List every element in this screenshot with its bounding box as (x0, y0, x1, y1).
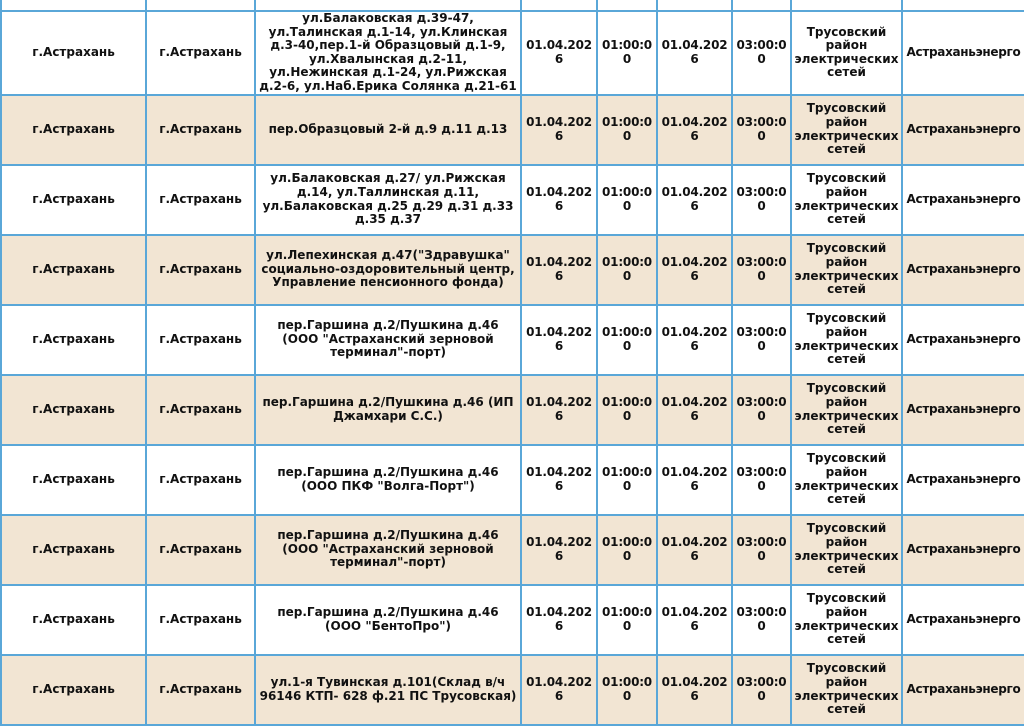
table-cell (521, 0, 597, 11)
table-row (1, 375, 1024, 445)
end-time-cell: 03:00:00 (732, 95, 791, 165)
address-cell: пер.Гаршина д.2/Пушкина д.46 (ООО ПКФ "Волга-Порт") (255, 445, 521, 515)
address-cell: пер.Гаршина д.2/Пушкина д.46 (ООО "БентоПро") (255, 585, 521, 655)
end-time-cell: 03:00:00 (732, 515, 791, 585)
end-date-cell: 01.04.2026 (657, 305, 732, 375)
start-time-cell: 01:00:00 (597, 305, 657, 375)
company-cell: Астраханьэнерго (902, 95, 1024, 165)
end-date-cell: 01.04.2026 (657, 235, 732, 305)
region-cell: г.Астрахань (1, 95, 146, 165)
start-time-cell: 01:00:00 (597, 235, 657, 305)
region-cell: г.Астрахань (1, 165, 146, 235)
locality-cell: г.Астрахань (146, 11, 255, 95)
locality-cell: г.Астрахань (146, 445, 255, 515)
start-date-cell: 01.04.2026 (521, 95, 597, 165)
end-date-cell: 01.04.2026 (657, 445, 732, 515)
end-time-cell: 03:00:00 (732, 11, 791, 95)
table-cell (1, 0, 146, 11)
locality-cell: г.Астрахань (146, 305, 255, 375)
address-cell: ул.Балаковская д.39-47, ул.Талинская д.1-14, ул.Клинская д.3-40,пер.1-й Образцовый д.1-9, ул.Хвалынская д.2-11, ул.Нежинская д.1-24, ул.Рижская д.2-6, ул.Наб.Ерика Солянка д.21-61 (255, 11, 521, 95)
table-body (1, 0, 1024, 726)
start-date-cell: 01.04.2026 (521, 655, 597, 725)
district-cell: Трусовский район электрических сетей (791, 165, 902, 235)
table-cell (657, 0, 732, 11)
start-time-cell: 01:00:00 (597, 515, 657, 585)
table-cell (255, 0, 521, 11)
end-date-cell: 01.04.2026 (657, 11, 732, 95)
table-row (1, 95, 1024, 165)
table-cell (791, 0, 902, 11)
district-cell: Трусовский район электрических сетей (791, 585, 902, 655)
company-cell: Астраханьэнерго (902, 515, 1024, 585)
table-row (1, 165, 1024, 235)
end-date-cell: 01.04.2026 (657, 515, 732, 585)
end-time-cell: 03:00:00 (732, 655, 791, 725)
district-cell: Трусовский район электрических сетей (791, 11, 902, 95)
company-cell: Астраханьэнерго (902, 445, 1024, 515)
end-time-cell: 03:00:00 (732, 165, 791, 235)
table-row (1, 11, 1024, 95)
start-time-cell: 01:00:00 (597, 165, 657, 235)
address-cell: ул.Балаковская д.27/ ул.Рижская д.14, ул.Таллинская д.11, ул.Балаковская д.25 д.29 д.31 д.33 д.35 д.37 (255, 165, 521, 235)
start-date-cell: 01.04.2026 (521, 11, 597, 95)
end-time-cell: 03:00:00 (732, 305, 791, 375)
address-cell: пер.Гаршина д.2/Пушкина д.46 (ИП Джамхари С.С.) (255, 375, 521, 445)
start-time-cell: 01:00:00 (597, 585, 657, 655)
company-cell: Астраханьэнерго (902, 305, 1024, 375)
locality-cell: г.Астрахань (146, 165, 255, 235)
address-cell: пер.Образцовый 2-й д.9 д.11 д.13 (255, 95, 521, 165)
end-time-cell: 03:00:00 (732, 585, 791, 655)
address-cell: ул.Лепехинская д.47("Здравушка" социально-оздоровительный центр, Управление пенсионного фонда) (255, 235, 521, 305)
table-row (1, 585, 1024, 655)
district-cell: Трусовский район электрических сетей (791, 375, 902, 445)
start-date-cell: 01.04.2026 (521, 305, 597, 375)
company-cell: Астраханьэнерго (902, 655, 1024, 725)
region-cell: г.Астрахань (1, 11, 146, 95)
district-cell: Трусовский район электрических сетей (791, 95, 902, 165)
locality-cell: г.Астрахань (146, 655, 255, 725)
start-date-cell: 01.04.2026 (521, 165, 597, 235)
district-cell: Трусовский район электрических сетей (791, 515, 902, 585)
table-cell (597, 0, 657, 11)
end-date-cell: 01.04.2026 (657, 95, 732, 165)
table-row (1, 655, 1024, 725)
address-cell: пер.Гаршина д.2/Пушкина д.46 (ООО "Астраханский зерновой терминал"-порт) (255, 305, 521, 375)
start-time-cell: 01:00:00 (597, 445, 657, 515)
table-row (1, 305, 1024, 375)
district-cell: Трусовский район электрических сетей (791, 305, 902, 375)
start-date-cell: 01.04.2026 (521, 585, 597, 655)
region-cell: г.Астрахань (1, 305, 146, 375)
start-time-cell: 01:00:00 (597, 95, 657, 165)
end-time-cell: 03:00:00 (732, 375, 791, 445)
table-row (1, 445, 1024, 515)
district-cell: Трусовский район электрических сетей (791, 445, 902, 515)
start-date-cell: 01.04.2026 (521, 515, 597, 585)
start-date-cell: 01.04.2026 (521, 445, 597, 515)
region-cell: г.Астрахань (1, 375, 146, 445)
end-date-cell: 01.04.2026 (657, 655, 732, 725)
end-date-cell: 01.04.2026 (657, 375, 732, 445)
table-cell (902, 0, 1024, 11)
end-time-cell: 03:00:00 (732, 235, 791, 305)
address-cell: пер.Гаршина д.2/Пушкина д.46 (ООО "Астраханский зерновой терминал"-порт) (255, 515, 521, 585)
start-date-cell: 01.04.2026 (521, 375, 597, 445)
start-date-cell: 01.04.2026 (521, 235, 597, 305)
region-cell: г.Астрахань (1, 235, 146, 305)
table-row (1, 515, 1024, 585)
table-cell (732, 0, 791, 11)
region-cell: г.Астрахань (1, 655, 146, 725)
company-cell: Астраханьэнерго (902, 585, 1024, 655)
start-time-cell: 01:00:00 (597, 375, 657, 445)
company-cell: Астраханьэнерго (902, 235, 1024, 305)
locality-cell: г.Астрахань (146, 375, 255, 445)
locality-cell: г.Астрахань (146, 585, 255, 655)
start-time-cell: 01:00:00 (597, 655, 657, 725)
address-cell: ул.1-я Тувинская д.101(Склад в/ч 96146 КТП- 628 ф.21 ПС Трусовская) (255, 655, 521, 725)
table-row-partial (1, 0, 1024, 11)
region-cell: г.Астрахань (1, 445, 146, 515)
table-row (1, 235, 1024, 305)
start-time-cell: 01:00:00 (597, 11, 657, 95)
company-cell: Астраханьэнерго (902, 375, 1024, 445)
end-time-cell: 03:00:00 (732, 445, 791, 515)
locality-cell: г.Астрахань (146, 95, 255, 165)
end-date-cell: 01.04.2026 (657, 585, 732, 655)
table-cell (146, 0, 255, 11)
district-cell: Трусовский район электрических сетей (791, 655, 902, 725)
company-cell: Астраханьэнерго (902, 11, 1024, 95)
region-cell: г.Астрахань (1, 515, 146, 585)
region-cell: г.Астрахань (1, 585, 146, 655)
company-cell: Астраханьэнерго (902, 165, 1024, 235)
end-date-cell: 01.04.2026 (657, 165, 732, 235)
locality-cell: г.Астрахань (146, 515, 255, 585)
district-cell: Трусовский район электрических сетей (791, 235, 902, 305)
locality-cell: г.Астрахань (146, 235, 255, 305)
